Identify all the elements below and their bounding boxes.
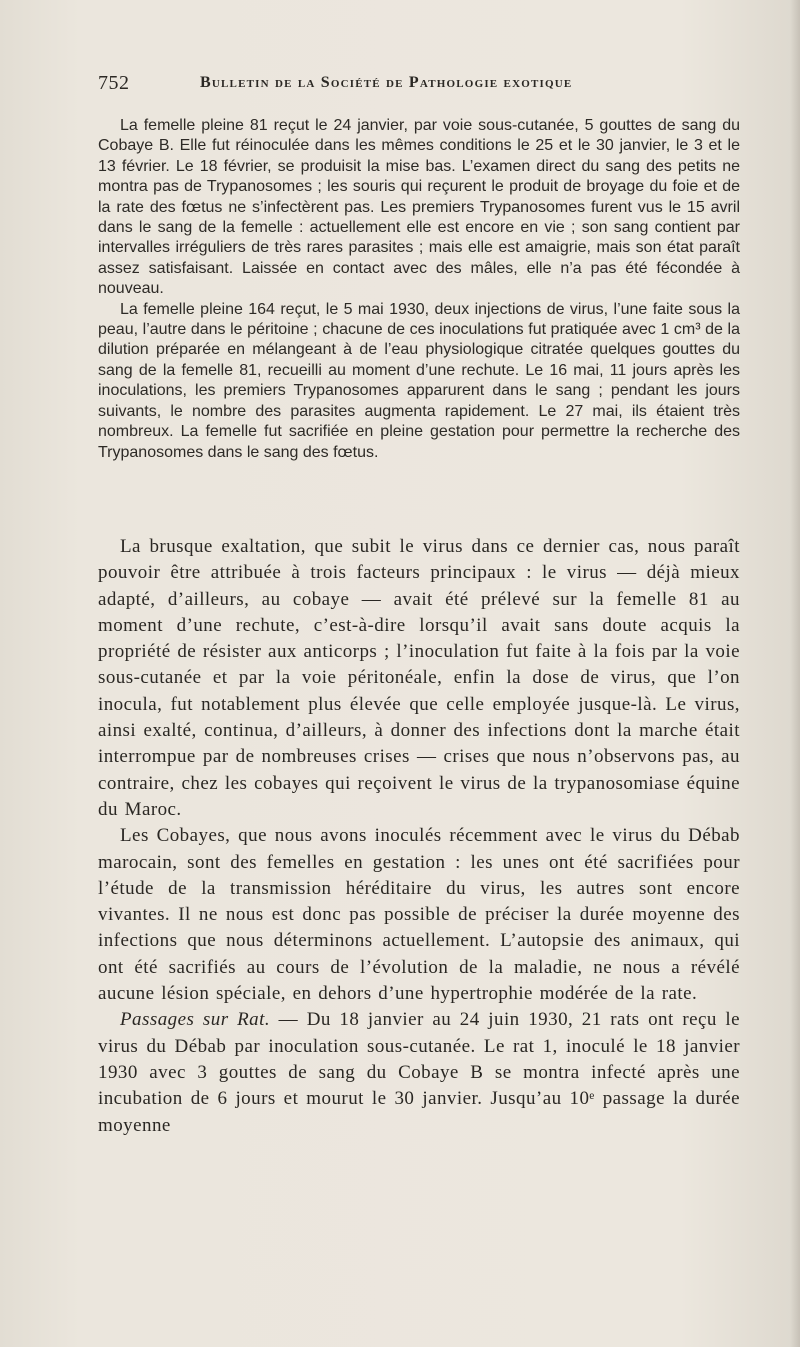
paragraph-passages-rat [98,1007,740,1138]
paragraph-passages-rat-body: — Du 18 janvier au 24 juin 1930, 21 rats ont reçu le virus du Débab par inoculation sous-cutanée. Le rat 1, inoculé le 18 janvier 1930 avec 3 gouttes de sang du Cobaye B se montra infecté après une incubation de 6 jours et mourut le 30 janvier. Jusqu’au 10ᵉ passage la durée moyenne [98,1009,741,1136]
page-number: 752 [98,72,130,94]
paragraph-femelle-164: La femelle pleine 164 reçut, le 5 mai 1930, deux injections de virus, l’une faite sous la peau, l’autre dans le péritoine ; chacune de ces inoculations fut pratiquée avec 1 cm³ de la dilution préparée en mélangeant à de l’eau physiologique citratée quelques gouttes du sang de la femelle 81, recueilli au moment d’une rechute. Le 16 mai, 11 jours après les inoculations, les premiers Trypanosomes apparurent dans le sang ; pendant les jours suivants, le nombre des parasites augmenta rapidement. Le 27 mai, ils étaient très nombreux. La femelle fut sacrifiée en pleine gestation pour permettre la recherche des Trypanosomes dans le sang des fœtus. [98,300,740,461]
running-title: Bulletin de la Société de Pathologie exotique [200,74,573,91]
main-text-section [98,534,740,1139]
page-header [98,72,738,98]
section-heading-passages-sur-rat: Passages sur Rat. [120,1009,271,1031]
paragraph-exaltation: La brusque exaltation, que subit le virus dans ce dernier cas, nous paraît pouvoir être attribuée à trois facteurs principaux : le virus — déjà mieux adapté, d’ailleurs, au cobaye — avait été prélevé sur la femelle 81 au moment d’une rechute, c’est-à-dire lorsqu’il avait sans doute acquis la propriété de résister aux anticorps ; l’inoculation fut faite à la fois par la voie sous-cutanée et par la voie péritonéale, enfin la dose de virus, que l’on inocula, fut notablement plus élevée que celle employée jusque-là. Le virus, ainsi exalté, continua, d’ailleurs, à donner des infections dont la marche était interrompue par de nombreuses crises — crises que nous n’observons pas, au contraire, chez les cobayes qui reçoivent le virus de la trypanosomiase équine du Maroc. [98,536,740,820]
small-print-section [98,116,740,463]
paragraph-femelle-81: La femelle pleine 81 reçut le 24 janvier, par voie sous-cutanée, 5 gouttes de sang du Cobaye B. Elle fut réinoculée dans les mêmes conditions le 25 et le 30 janvier, le 3 et le 13 février. Le 18 février, se produisit la mise bas. L’examen direct du sang des petits ne montra pas de Trypanosomes ; les souris qui reçurent le produit de broyage du foie et de la rate des fœtus ne s’infectèrent pas. Les premiers Trypanosomes furent vus le 15 avril dans le sang de la femelle : actuellement elle est encore en vie ; son sang contient par intervalles irréguliers de très rares parasites ; mais elle est amaigrie, mais son état paraît assez satisfaisant. Laissée en contact avec des mâles, elle n’a pas été fécondée à nouveau. [98,117,740,298]
paragraph-cobayes: Les Cobayes, que nous avons inoculés récemment avec le virus du Débab marocain, sont des femelles en gestation : les unes ont été sacrifiées pour l’étude de la transmission héréditaire du virus, les autres sont encore vivantes. Il ne nous est donc pas possible de préciser la durée moyenne des infections que nous déterminons actuellement. L’autopsie des animaux, qui ont été sacrifiés au cours de l’évolution de la maladie, ne nous a révélé aucune lésion spéciale, en dehors d’une hypertrophie modérée de la rate. [98,825,740,1005]
page-edge-shadow [790,0,800,1347]
